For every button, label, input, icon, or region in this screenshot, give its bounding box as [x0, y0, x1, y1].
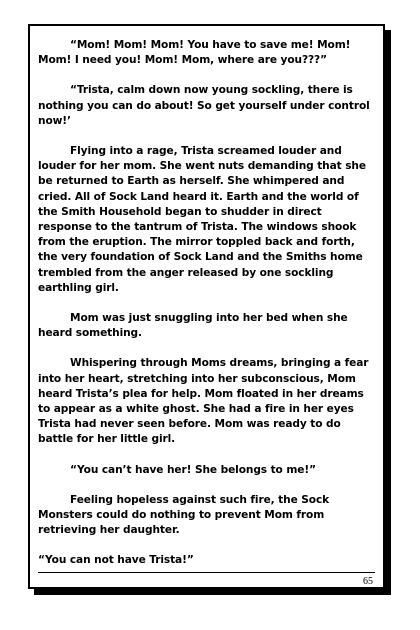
paragraph: “You can not have Trista!”: [38, 554, 194, 567]
paragraph: Whispering through Moms dreams, bringing a fear into her heart, stretching into her subconscious, Mom heard Trista’s plea for help. Mom floated in her dreams to appear as a white ghost. She had a fire in her eyes Trista had never seen before. Mom was ready to do battle for her little girl.: [38, 357, 369, 446]
page-number: 65: [363, 576, 373, 587]
footer-rule: [38, 572, 375, 573]
paragraph: Flying into a rage, Trista screamed louder and louder for her mom. She went nuts demanding that she be returned to Earth as herself. She whimpered and cried. All of Sock Land heard it. Earth and the world of the Smith Household began to shudder in direct response to the tantrum of Trista. The windows shook from the eruption. The mirror toppled back and forth, the very foundation of Sock Land and the Smiths home trembled from the anger released by one sockling earthling girl.: [38, 145, 366, 294]
page-body: [38, 38, 375, 584]
paragraph: Mom was just snuggling into her bed when she heard something.: [38, 312, 348, 340]
paragraph: “Trista, calm down now young sockling, there is nothing you can do about! So get yourself under control now!’: [38, 84, 370, 127]
page-frame: [28, 24, 385, 589]
paragraph: “Mom! Mom! Mom! You have to save me! Mom! Mom! I need you! Mom! Mom, where are you???”: [38, 39, 351, 67]
paragraph: “You can’t have her! She belongs to me!”: [70, 463, 316, 476]
paragraph: Feeling hopeless against such fire, the Sock Monsters could do nothing to prevent Mom from retrieving her daughter.: [38, 493, 330, 537]
